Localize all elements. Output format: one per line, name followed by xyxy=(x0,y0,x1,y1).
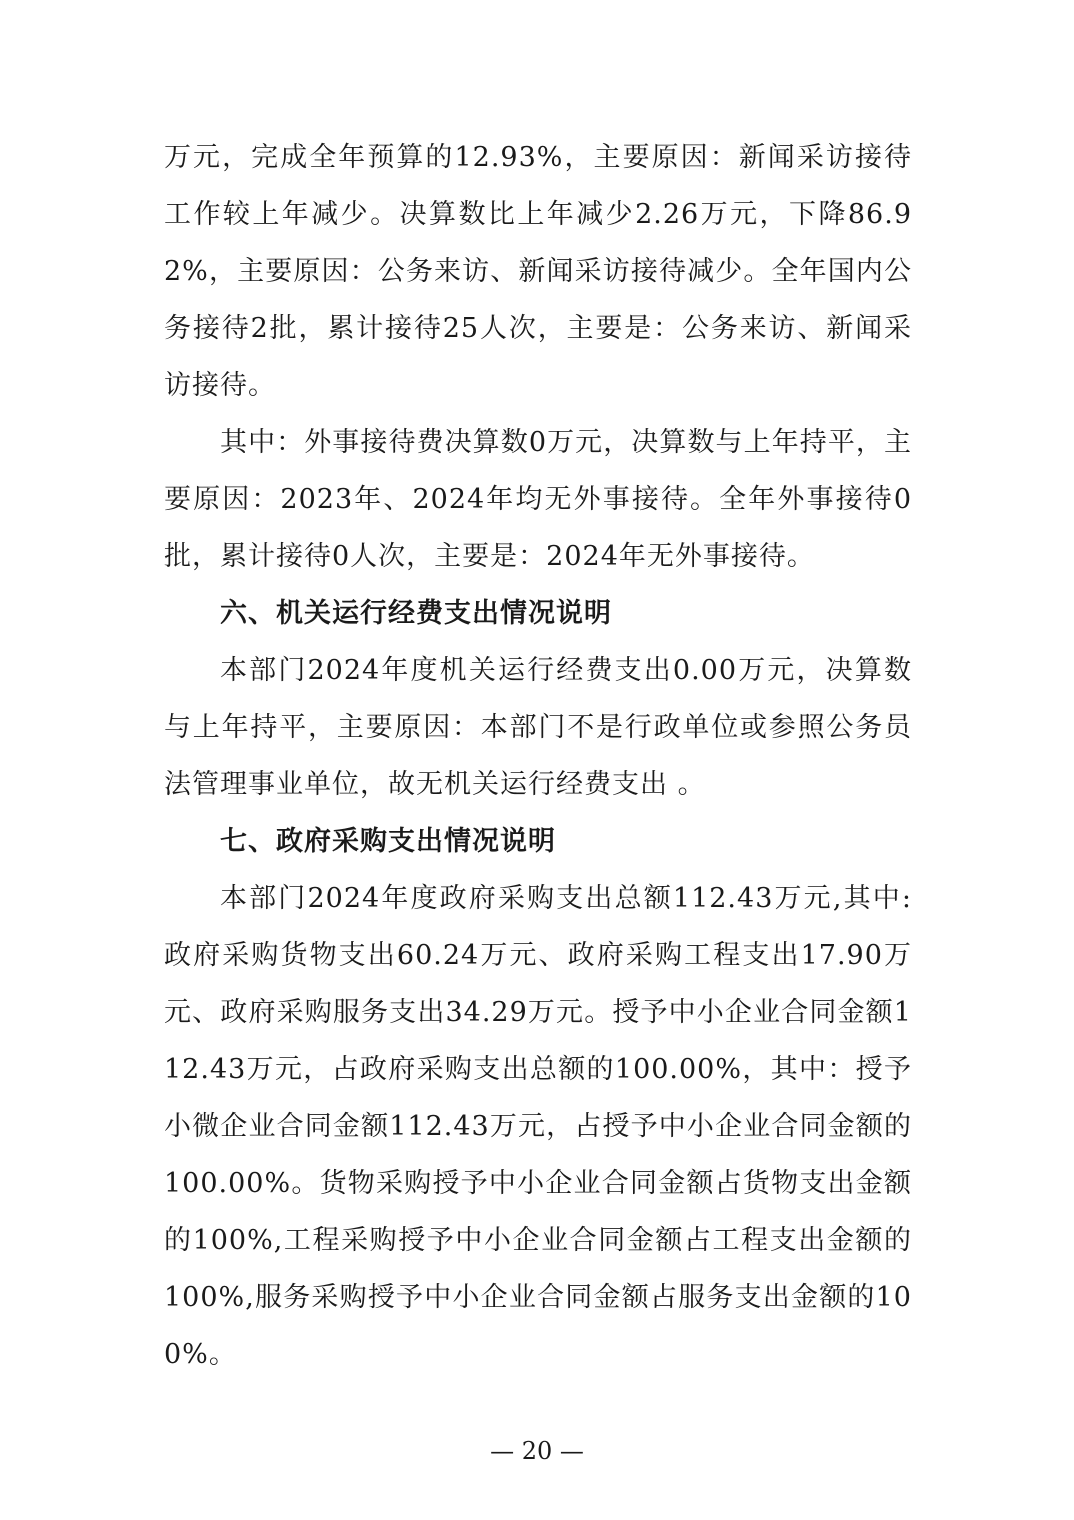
section-heading-government-procurement: 七、政府采购支出情况说明 xyxy=(220,826,556,857)
paragraph-foreign-affairs-reception: 其中：外事接待费决算数0万元，决算数与上年持平，主要原因：2023年、2024年均无外事接待。全年外事接待0批，累计接待0人次，主要是：2024年无外事接待。 xyxy=(164,427,912,572)
section-heading-operating-expenses: 六、机关运行经费支出情况说明 xyxy=(220,598,612,629)
paragraph-government-procurement: 本部门2024年度政府采购支出总额112.43万元,其中:政府采购货物支出60.24万元、政府采购工程支出17.90万元、政府采购服务支出34.29万元。授予中小企业合同金额112.43万元，占政府采购支出总额的100.00%，其中：授予小微企业合同金额112.43万元，占授予中小企业合同金额的100.00%。货物采购授予中小企业合同金额占货物支出金额的100%,工程采购授予中小企业合同金额占工程支出金额的100%,服务采购授予中小企业合同金额占服务支出金额的100%。 xyxy=(164,883,912,1370)
page-number: — 20 — xyxy=(490,1437,584,1465)
paragraph-operating-expenses: 本部门2024年度机关运行经费支出0.00万元，决算数与上年持平，主要原因：本部门不是行政单位或参照公务员法管理事业单位，故无机关运行经费支出 。 xyxy=(164,655,912,800)
page-body xyxy=(164,129,912,1383)
paragraph-reception-expenses: 万元，完成全年预算的12.93%，主要原因：新闻采访接待工作较上年减少。决算数比上年减少2.26万元，下降86.92%，主要原因：公务来访、新闻采访接待减少。全年国内公务接待2批，累计接待25人次，主要是：公务来访、新闻采访接待。 xyxy=(164,142,912,401)
